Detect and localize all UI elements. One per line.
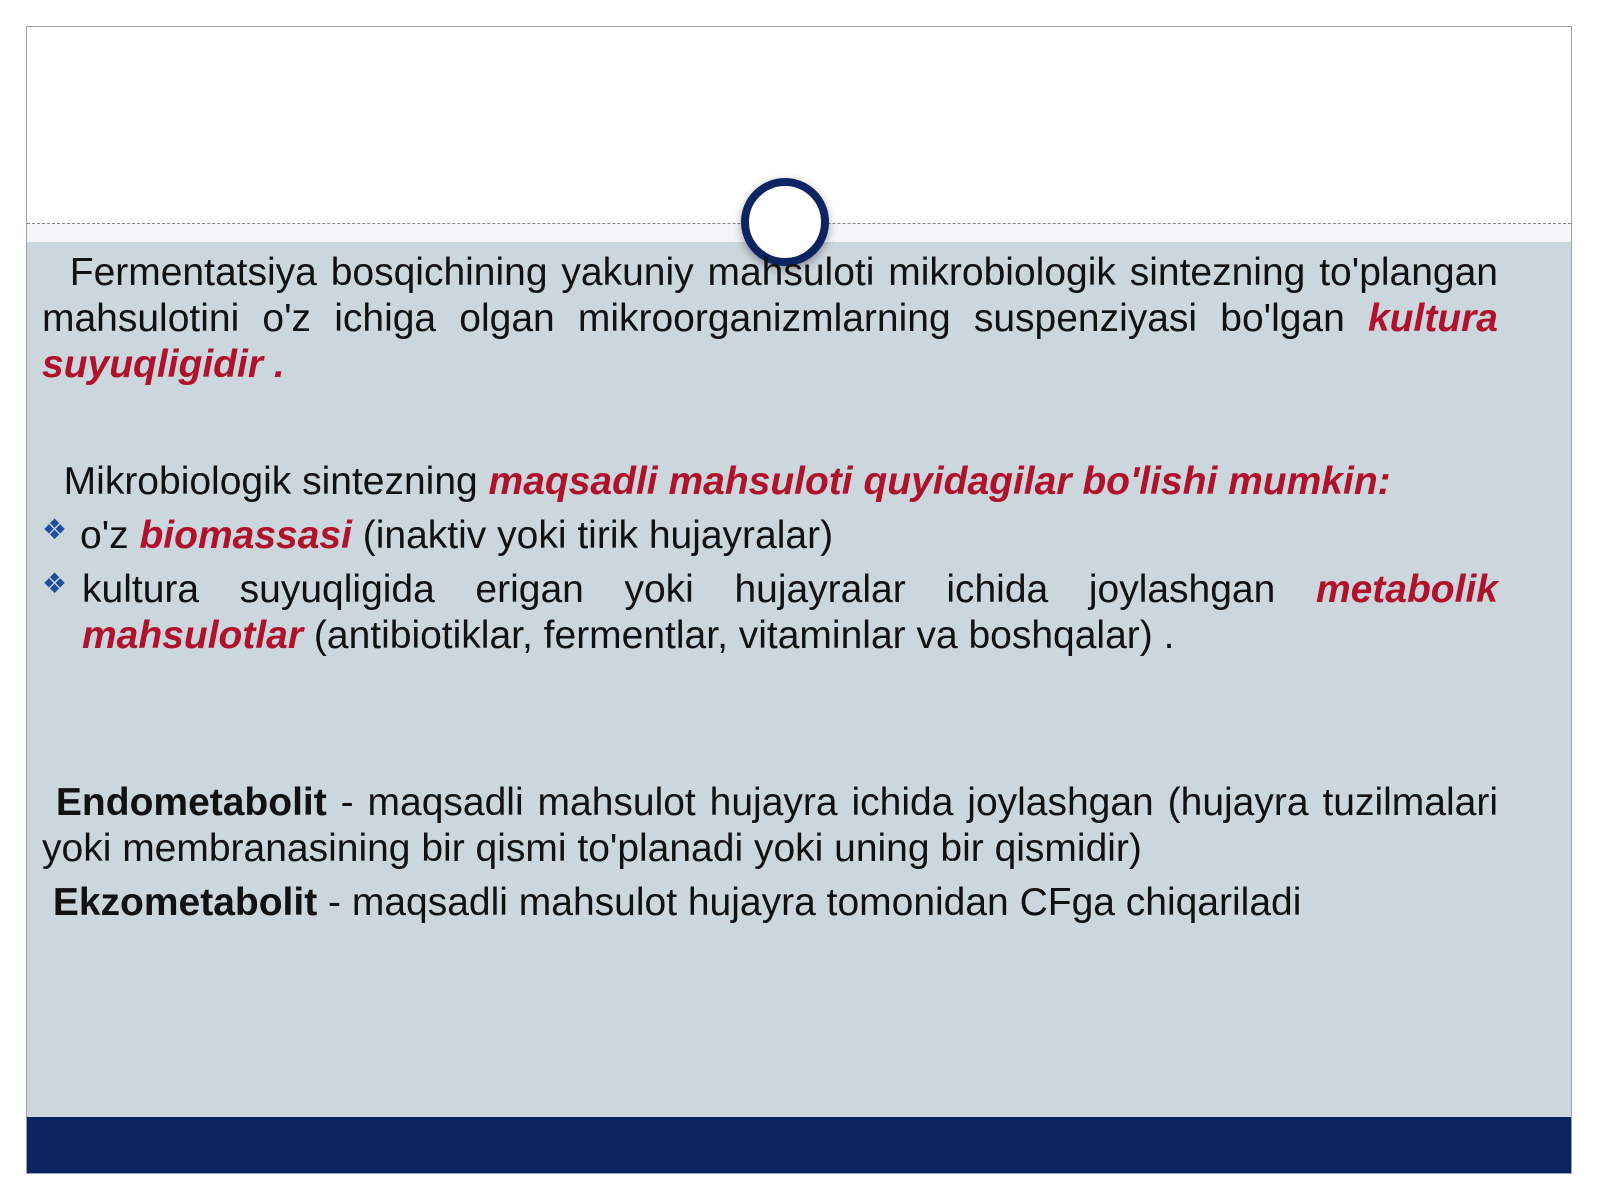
term-endometabolite: Endometabolit xyxy=(55,781,327,824)
highlight-culture-liquid: kultura suyuqligidir . xyxy=(42,297,1498,386)
list-item-metabolic-text xyxy=(82,567,1498,659)
paragraph-target-products xyxy=(42,459,1498,659)
endometabolite-definition xyxy=(42,780,1498,872)
footer-bar xyxy=(27,1117,1571,1173)
biomass-pre: o'z xyxy=(80,514,140,557)
diamond-bullet-icon: ❖ xyxy=(42,568,68,599)
biomass-post: (inaktiv yoki tirik hujayralar) xyxy=(351,514,834,557)
term-exometabolite: Ekzometabolit xyxy=(52,881,318,924)
endometabolite-text: - maqsadli mahsulot hujayra ichida joylashgan (hujayra tuzilmalari yoki membranasining bir qismi to'planadi yoki uning bir qismidir) xyxy=(42,781,1498,870)
target-products-lead: Mikrobiologik sintezning xyxy=(63,460,489,503)
highlight-biomass: biomassasi xyxy=(139,514,352,557)
metabolic-pre: kultura suyuqligida erigan yoki hujayralar ichida joylashgan xyxy=(82,568,1316,611)
paragraph-fermentation xyxy=(42,250,1498,388)
list-item-metabolic-products xyxy=(42,567,1498,659)
list-item-biomass-text xyxy=(80,513,1498,559)
highlight-target-products: maqsadli mahsuloti quyidagilar bo'lishi mumkin: xyxy=(488,460,1391,503)
diamond-bullet-icon: ❖ xyxy=(42,514,68,545)
highlight-metabolic-products: metabolik mahsulotlar xyxy=(82,568,1498,657)
metabolic-post: (antibiotiklar, fermentlar, vitaminlar va boshqalar) . xyxy=(303,614,1175,657)
target-products-intro xyxy=(42,459,1498,505)
list-item-biomass xyxy=(42,513,1498,559)
exometabolite-text: - maqsadli mahsulot hujayra tomonidan CFga chiqariladi xyxy=(317,881,1302,924)
paragraph-fermentation-text: Fermentatsiya bosqichining yakuniy mahsuloti mikrobiologik sintezning to'plangan mahsulotini o'z ichiga olgan mikroorganizmlarning suspenziyasi bo'lgan xyxy=(42,251,1498,340)
exometabolite-definition xyxy=(42,880,1498,926)
paragraph-metabolites xyxy=(42,780,1498,926)
